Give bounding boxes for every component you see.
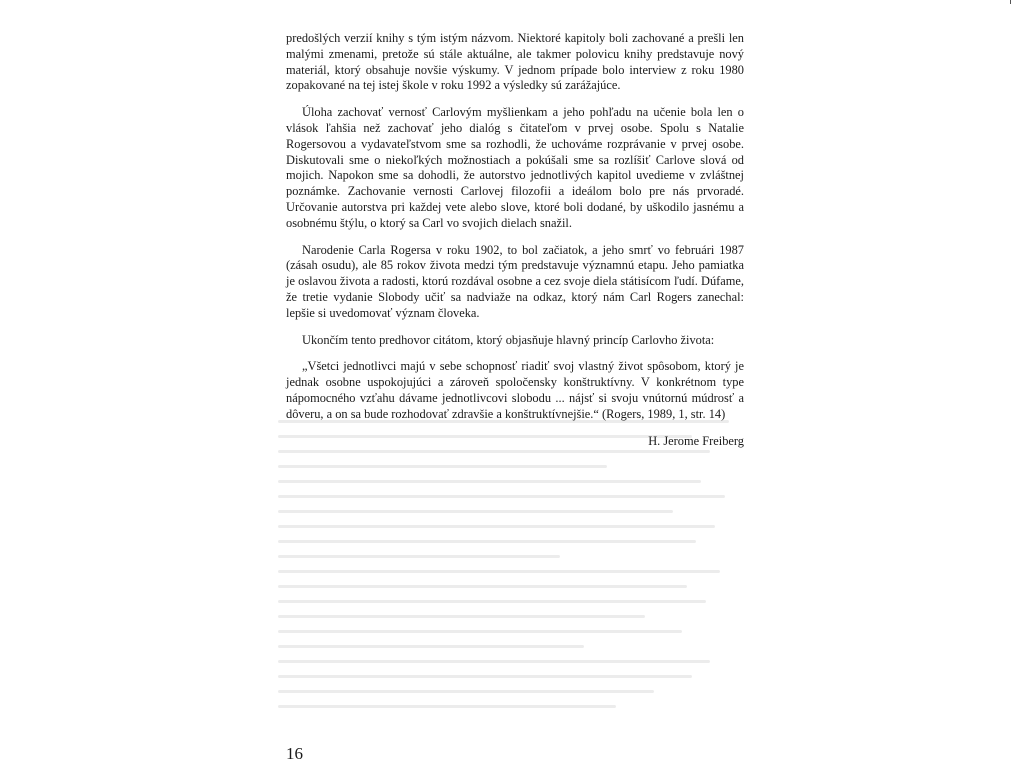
paragraph: Ukončím tento predhovor citátom, ktorý objasňuje hlavný princíp Carlovho života:	[302, 332, 715, 347]
paragraph: predošlých verzií knihy s tým istým názvom. Niektoré kapitoly boli zachované a prešli len malými zmenami, pretože sú stále aktuálne, ale takmer polovicu knihy predstavuje nový materiál, ktorý obsahuje novšie výskumy. V jednom prípade bolo interview z roku 1980 zopakované na tej istej škole v roku 1992 a výsledky sú zarážajúce.	[286, 31, 744, 93]
author-signature: H. Jerome Freiberg	[648, 433, 744, 448]
paragraph: Narodenie Carla Rogersa v roku 1902, to bol začiatok, a jeho smrť vo februári 1987 (zásah osudu), ale 85 rokov života medzi tým predstavuje významnú etapu. Jeho pamiatka je oslavou života a radosti, ktorú rozdával osobne a cez svoje diela státisícom ľudí. Dúfame, že tretie vydanie Slobody učiť sa nadviaže na odkaz, ktorý nám Carl Rogers zanechal: lepšie si uvedomovať význam človeka.	[286, 242, 744, 320]
book-page	[258, 0, 770, 768]
paragraph: Úloha zachovať vernosť Carlovým myšlienkam a jeho pohľadu na učenie bola len o vlások ľahšia než zachovať jeho dialóg s čitateľom v prvej osobe. Spolu s Natalie Rogersovou a vydavateľstvom sme sa rozhodli, že uchováme rozprávanie v prvej osobe. Diskutovali sme o niekoľkých možnostiach a pokúšali sme sa rozlíšiť Carlove slová od mojich. Napokon sme sa dohodli, že autorstvo jednotlivých kapitol uvedieme v zvláštnej poznámke. Zachovanie vernosti Carlovej filozofii a ideálom bolo pre nás prvoradé. Určovanie autorstva pri každej vete alebo slove, ktoré boli dodané, by uškodilo jasnému a osobnému štýlu, o ktorý sa Carl vo svojich dielach snažil.	[286, 105, 744, 230]
show-through-text	[278, 420, 748, 750]
page-number: 16	[286, 744, 303, 763]
scan-edge-mark	[1010, 0, 1011, 4]
body-text	[286, 31, 744, 460]
quotation: „Všetci jednotlivci majú v sebe schopnosť riadiť svoj vlastný život spôsobom, ktorý je jednak osobne uspokojujúci a zároveň spoločensky konštruktívny. V konkrétnom type nápomocného vzťahu dávame jednotlivcovi slobodu ... nájsť si svoju vnútornú múdrosť a dôveru, a on sa bude rozhodovať zdravšie a konštruktívnejšie.“ (Rogers, 1989, 1, str. 14)	[286, 359, 744, 421]
